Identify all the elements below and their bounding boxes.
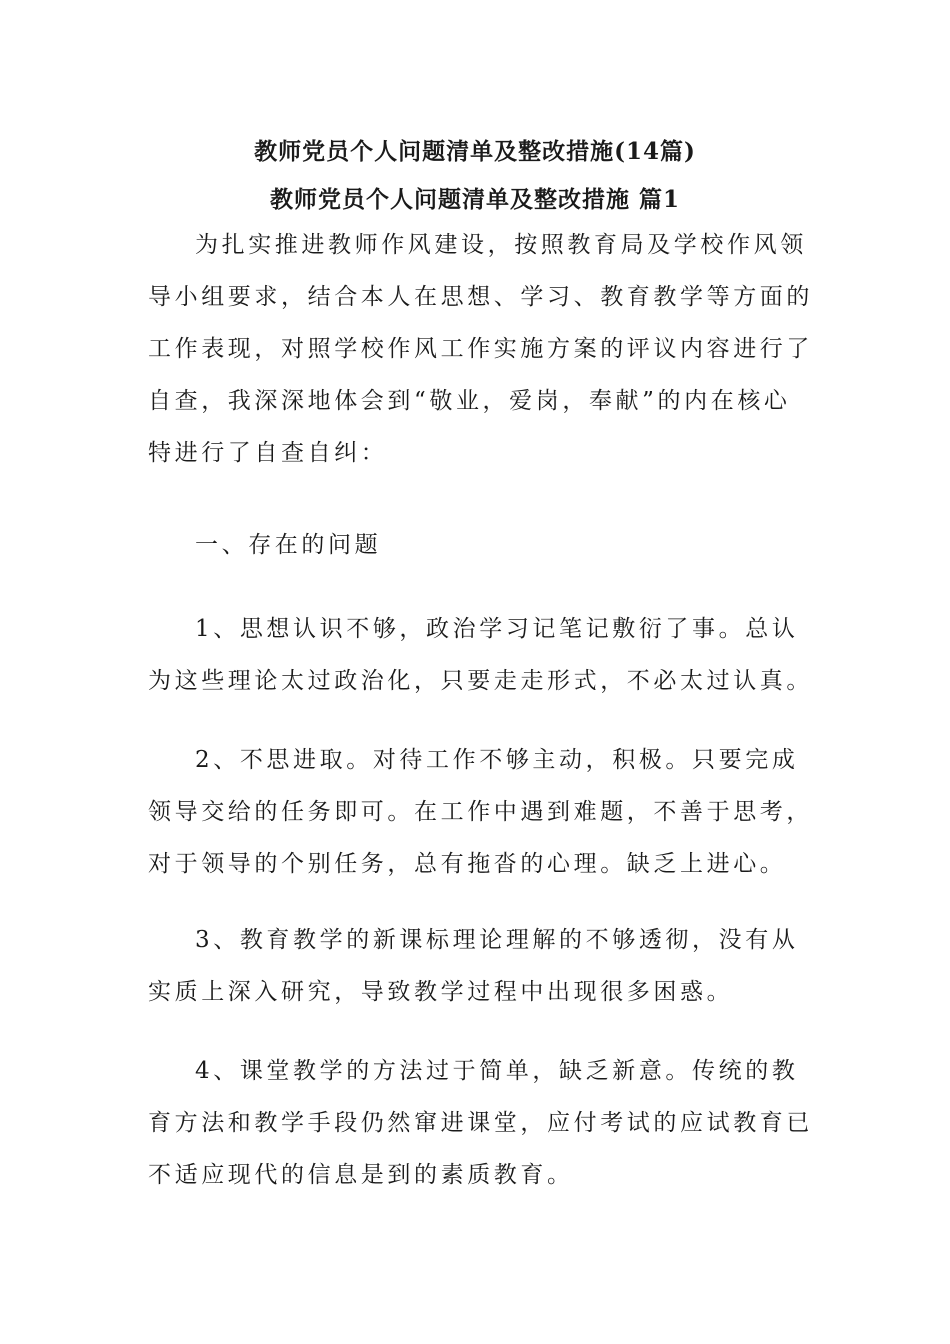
- intro-line: 工作表现，对照学校作风工作实施方案的评议内容进行了: [148, 336, 813, 362]
- section-heading-text: 一、存在的问题: [195, 532, 382, 558]
- item-line: 为这些理论太过政治化，只要走走形式，不必太过认真。: [148, 668, 813, 694]
- intro-line: 自查，我深深地体会到“敬业，爱岗，奉献”的内在核心: [148, 388, 791, 414]
- item-line: 2、不思进取。对待工作不够主动，积极。只要完成: [195, 747, 799, 773]
- problem-item-3: [148, 914, 808, 1018]
- intro-line: 特进行了自查自纠：: [148, 440, 388, 466]
- problem-item-4: [148, 1045, 813, 1201]
- item-line: 实质上深入研究，导致教学过程中出现很多困惑。: [148, 979, 734, 1005]
- item-line: 对于领导的个别任务，总有拖沓的心理。缺乏上进心。: [148, 851, 787, 877]
- item-line: 1、思想认识不够，政治学习记笔记敷衍了事。总认: [195, 616, 799, 642]
- problem-item-1: [148, 603, 813, 707]
- intro-paragraph: [148, 219, 813, 479]
- item-line: 育方法和教学手段仍然窜进课堂，应付考试的应试教育已: [148, 1110, 813, 1136]
- item-line: 3、教育教学的新课标理论理解的不够透彻，没有从: [195, 927, 799, 953]
- intro-line: 导小组要求，结合本人在思想、学习、教育教学等方面的: [148, 284, 813, 310]
- item-line: 不适应现代的信息是到的素质教育。: [148, 1162, 574, 1188]
- document-title: 教师党员个人问题清单及整改措施(14篇): [254, 138, 696, 165]
- intro-line: 为扎实推进教师作风建设，按照教育局及学校作风领: [195, 232, 807, 258]
- problem-item-2: [148, 734, 813, 890]
- section-heading: [148, 519, 808, 571]
- section-subtitle: 教师党员个人问题清单及整改措施 篇1: [269, 186, 680, 213]
- item-line: 领导交给的任务即可。在工作中遇到难题，不善于思考，: [148, 799, 813, 825]
- item-line: 4、课堂教学的方法过于简单，缺乏新意。传统的教: [195, 1058, 799, 1084]
